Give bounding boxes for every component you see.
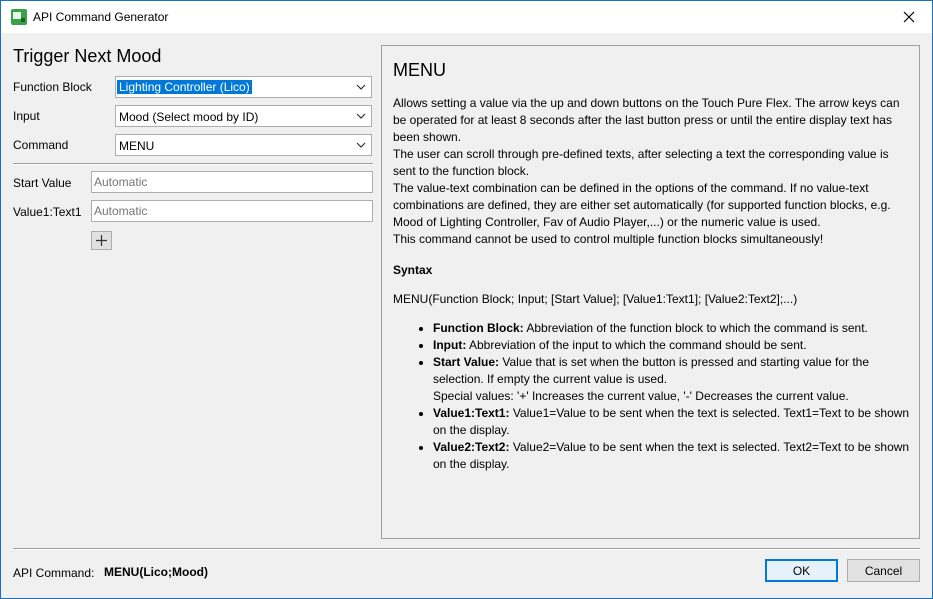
add-value-text-button[interactable] — [91, 231, 112, 250]
ok-button[interactable]: OK — [765, 559, 838, 582]
window-title: API Command Generator — [33, 10, 169, 24]
param-desc: Abbreviation of the function block to which the command is sent. — [523, 321, 868, 335]
input-label: Input — [13, 109, 40, 123]
value1-text1-input[interactable] — [91, 200, 373, 222]
command-value: MENU — [119, 139, 155, 153]
list-item — [433, 439, 911, 473]
start-value-input[interactable] — [91, 171, 373, 193]
chevron-down-icon — [355, 139, 367, 151]
help-content — [393, 60, 911, 473]
param-desc: Value that is set when the button is pressed and starting value for the selection. If empty the current value is used. — [433, 355, 870, 386]
param-desc: Value1=Value to be sent when the text is selected. Text1=Text to be shown on the display. — [433, 406, 910, 437]
help-paragraph: The value-text combination can be defined in the options of the command. If no value-text combinations are defined, they are either set automatically (for supported function blocks, e.g. Mood of Lighting Controller, Fav of Audio Player,...) or the numeric value is used. — [393, 181, 891, 229]
start-value-label: Start Value — [13, 176, 72, 190]
function-block-value: Lighting Controller (Lico) — [119, 80, 250, 94]
help-paragraph: This command cannot be used to control multiple function blocks simultaneously! — [393, 232, 824, 246]
input-select[interactable] — [115, 105, 372, 127]
list-item — [433, 320, 911, 337]
param-term: Value2:Text2: — [433, 440, 510, 454]
param-term: Start Value: — [433, 355, 500, 369]
chevron-down-icon — [355, 110, 367, 122]
form-separator — [13, 163, 373, 165]
help-heading: MENU — [393, 60, 446, 80]
footer-separator — [13, 548, 920, 550]
input-value: Mood (Select mood by ID) — [119, 110, 259, 124]
value1-text1-label: Value1:Text1 — [13, 205, 82, 219]
help-paragraph: Allows setting a value via the up and down buttons on the Touch Pure Flex. The arrow keys can be operated for at least 8 seconds after the last button press or until the entire display text has been shown. — [393, 96, 900, 144]
list-item — [433, 354, 911, 405]
param-extra: Special values: '+' Increases the current value, '-' Decreases the current value. — [433, 389, 849, 403]
cancel-button[interactable]: Cancel — [847, 559, 920, 582]
dialog-content — [1, 33, 932, 598]
close-button[interactable] — [886, 1, 932, 33]
form-title: Trigger Next Mood — [13, 46, 162, 66]
help-paragraph: The user can scroll through pre-defined texts, after selecting a text the corresponding value is sent to the function block. — [393, 147, 889, 178]
param-term: Function Block: — [433, 321, 524, 335]
api-command-value: MENU(Lico;Mood) — [104, 565, 208, 579]
title-bar[interactable] — [1, 1, 932, 33]
syntax-text: MENU(Function Block; Input; [Start Value]; [Value1:Text1]; [Value2:Text2];...) — [393, 292, 798, 306]
chevron-down-icon — [355, 81, 367, 93]
command-label: Command — [13, 138, 69, 152]
list-item — [433, 405, 911, 439]
function-block-label: Function Block — [13, 80, 92, 94]
param-desc: Abbreviation of the input to which the command should be sent. — [466, 338, 807, 352]
plus-icon — [95, 234, 108, 247]
command-select[interactable] — [115, 134, 372, 156]
close-icon — [903, 11, 915, 23]
list-item — [433, 337, 911, 354]
api-command-label: API Command: — [13, 566, 95, 580]
param-term: Value1:Text1: — [433, 406, 510, 420]
help-panel — [381, 45, 920, 539]
parameter-list — [393, 320, 911, 473]
app-icon — [11, 9, 27, 25]
function-block-select[interactable] — [115, 76, 372, 98]
syntax-title: Syntax — [393, 263, 433, 277]
param-desc: Value2=Value to be sent when the text is selected. Text2=Text to be shown on the display. — [433, 440, 910, 471]
param-term: Input: — [433, 338, 467, 352]
